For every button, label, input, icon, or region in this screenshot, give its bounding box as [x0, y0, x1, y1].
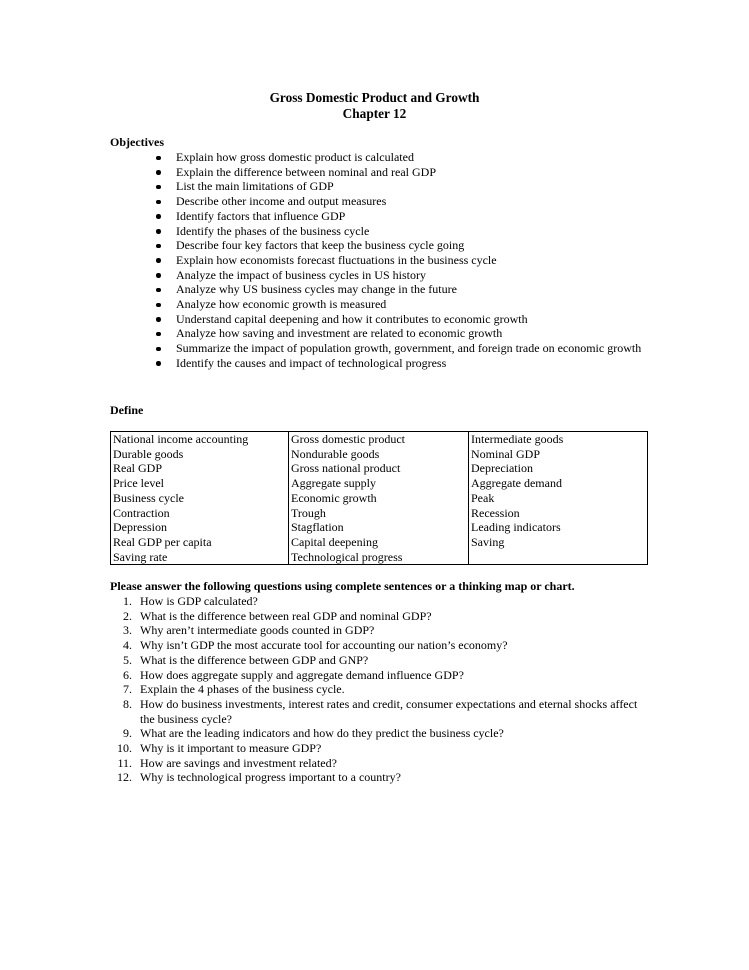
question-item [110, 594, 650, 609]
table-cell: Business cycle [111, 491, 289, 506]
bullet-icon [156, 332, 161, 337]
question-number: 5. [123, 652, 132, 667]
objective-item: Analyze why US business cycles may change in the future [110, 282, 650, 297]
table-cell: Saving rate [111, 550, 289, 565]
bullet-icon [156, 185, 161, 190]
objective-item: Analyze how economic growth is measured [110, 297, 650, 312]
bullet-icon [156, 303, 161, 308]
bullet-icon [156, 273, 161, 278]
question-text: What is the difference between real GDP and nominal GDP? [140, 608, 432, 623]
table-cell [469, 550, 648, 565]
table-row [111, 491, 648, 506]
title-line-2: Chapter 12 [342, 106, 407, 121]
table-cell: Peak [469, 491, 648, 506]
question-item [110, 741, 650, 756]
objective-item: Analyze how saving and investment are related to economic growth [110, 326, 650, 341]
question-text: What are the leading indicators and how do they predict the business cycle? [140, 726, 504, 741]
question-text: How is GDP calculated? [140, 594, 258, 608]
question-number: 11. [117, 755, 132, 770]
bullet-icon [156, 347, 161, 352]
objectives-heading: Objectives [110, 135, 164, 149]
table-cell: Real GDP per capita [111, 535, 289, 550]
question-item [110, 726, 650, 741]
objective-item: Identify the phases of the business cycle [110, 224, 650, 239]
table-cell: Aggregate supply [289, 476, 469, 491]
question-text: Explain the 4 phases of the business cycle. [140, 682, 345, 697]
question-text: How are savings and investment related? [140, 755, 337, 770]
objective-item: Summarize the impact of population growth, government, and foreign trade on economic growth [110, 341, 650, 356]
table-row [111, 447, 648, 462]
question-number: 7. [123, 682, 132, 697]
bullet-icon [156, 170, 161, 175]
table-row [111, 461, 648, 476]
question-number: 1. [123, 594, 132, 608]
question-item [110, 638, 650, 653]
bullet-icon [156, 361, 161, 366]
objective-item: Describe four key factors that keep the business cycle going [110, 238, 650, 253]
table-cell: Nominal GDP [469, 447, 648, 462]
document-title [0, 90, 749, 122]
question-number: 3. [123, 623, 132, 638]
bullet-icon [156, 200, 161, 205]
objective-item: Describe other income and output measures [110, 194, 650, 209]
table-row [111, 506, 648, 521]
table-cell: National income accounting [111, 432, 289, 447]
bullet-icon [156, 317, 161, 322]
table-cell: Gross national product [289, 461, 469, 476]
bullet-icon [156, 288, 161, 293]
table-cell: Gross domestic product [289, 432, 469, 447]
question-number: 8. [123, 696, 132, 711]
question-number: 6. [123, 667, 132, 682]
table-cell: Capital deepening [289, 535, 469, 550]
questions-instructions: Please answer the following questions using complete sentences or a thinking map or chart. [110, 579, 575, 593]
question-item [110, 609, 650, 624]
bullet-icon [156, 258, 161, 263]
table-row [111, 520, 648, 535]
question-text: Why is technological progress important to a country? [140, 770, 401, 785]
question-text: How does aggregate supply and aggregate demand influence GDP? [140, 667, 464, 682]
question-number: 12. [117, 770, 132, 785]
question-item [110, 623, 650, 638]
question-number: 10. [117, 741, 132, 756]
objective-item: Analyze the impact of business cycles in US history [110, 268, 650, 283]
table-cell: Economic growth [289, 491, 469, 506]
question-item [110, 668, 650, 683]
question-text: Why is it important to measure GDP? [140, 741, 322, 756]
objective-item: List the main limitations of GDP [110, 179, 650, 194]
table-cell: Real GDP [111, 461, 289, 476]
table-row [111, 476, 648, 491]
define-heading: Define [110, 403, 144, 417]
question-text: How do business investments, interest rates and credit, consumer expectations and eternal shocks affect the business cycle? [140, 696, 638, 726]
bullet-icon [156, 229, 161, 234]
question-item [110, 697, 650, 726]
table-cell: Saving [469, 535, 648, 550]
table-cell: Trough [289, 506, 469, 521]
table-cell: Recession [469, 506, 648, 521]
question-number: 9. [123, 726, 132, 741]
table-cell: Depreciation [469, 461, 648, 476]
table-cell: Durable goods [111, 447, 289, 462]
question-text: Why isn’t GDP the most accurate tool for accounting our nation’s economy? [140, 638, 508, 653]
bullet-icon [156, 156, 161, 161]
definitions-table [110, 431, 648, 565]
question-number: 4. [123, 638, 132, 653]
table-cell: Leading indicators [469, 520, 648, 535]
objective-item: Understand capital deepening and how it contributes to economic growth [110, 312, 650, 327]
table-row [111, 432, 648, 447]
question-item [110, 770, 650, 785]
table-row [111, 550, 648, 565]
question-item [110, 682, 650, 697]
bullet-icon [156, 244, 161, 249]
objectives-list [110, 150, 650, 371]
objective-item: Explain the difference between nominal and real GDP [110, 165, 650, 180]
table-cell: Nondurable goods [289, 447, 469, 462]
objective-item: Identify the causes and impact of technological progress [110, 356, 650, 371]
question-text: What is the difference between GDP and GNP? [140, 652, 369, 667]
table-cell: Price level [111, 476, 289, 491]
title-line-1: Gross Domestic Product and Growth [269, 90, 480, 105]
question-item [110, 756, 650, 771]
objective-item: Identify factors that influence GDP [110, 209, 650, 224]
question-text: Why aren’t intermediate goods counted in GDP? [140, 623, 375, 638]
table-cell: Contraction [111, 506, 289, 521]
objective-item: Explain how gross domestic product is calculated [110, 150, 650, 165]
table-row [111, 535, 648, 550]
question-number: 2. [123, 608, 132, 623]
questions-list [110, 594, 650, 785]
table-cell: Intermediate goods [469, 432, 648, 447]
table-cell: Technological progress [289, 550, 469, 565]
question-item [110, 653, 650, 668]
table-cell: Stagflation [289, 520, 469, 535]
table-cell: Depression [111, 520, 289, 535]
bullet-icon [156, 214, 161, 219]
objective-item: Explain how economists forecast fluctuations in the business cycle [110, 253, 650, 268]
table-cell: Aggregate demand [469, 476, 648, 491]
